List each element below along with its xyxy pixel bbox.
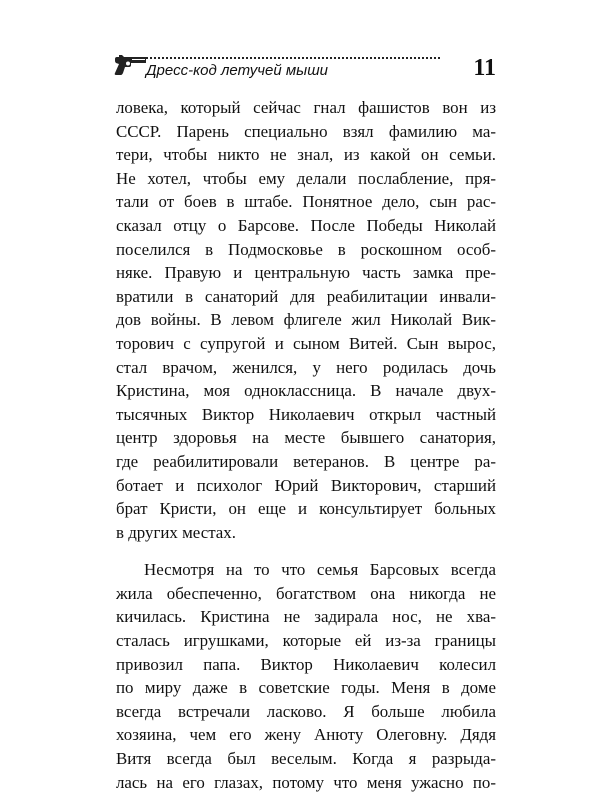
paragraph-gap xyxy=(116,544,496,558)
text-line: поселился в Подмосковье в роскошном особ- xyxy=(116,239,496,259)
revolver-icon xyxy=(112,54,148,76)
text-line: всегда встречали ласково. Я больше любила xyxy=(116,701,496,721)
paragraph xyxy=(116,558,496,794)
running-title: Дресс-код летучей мыши xyxy=(146,62,328,79)
text-line: брат Кристи, он еще и консультирует больных xyxy=(116,499,496,519)
text-line: сказал отцу о Барсове. После Победы Николай xyxy=(116,215,496,235)
text-line: в других местах. xyxy=(116,522,236,542)
text-line: центр здоровья на месте бывшего санатория, xyxy=(116,428,496,448)
text-line: где реабилитировали ветеранов. В центре ра- xyxy=(116,451,496,471)
text-line: сталась игрушками, которые ей из-за границы xyxy=(116,631,496,651)
text-line: дов войны. В левом флигеле жил Николай Вик- xyxy=(116,310,496,330)
text-line: привозил папа. Виктор Николаевич колесил xyxy=(116,654,496,674)
text-line: Витя всегда был веселым. Когда я разрыда- xyxy=(116,749,496,769)
paragraph xyxy=(116,96,496,544)
text-line: Не хотел, чтобы ему делали послабление, пря- xyxy=(116,168,496,188)
text-line: Несмотря на то что семья Барсовых всегда xyxy=(144,560,496,580)
text-line: тери, чтобы никто не знал, из какой он семьи. xyxy=(116,145,496,165)
text-line: ботает и психолог Юрий Викторович, старший xyxy=(116,475,496,495)
text-line: ловека, который сейчас гнал фашистов вон из xyxy=(116,98,496,117)
text-line: хозяина, чем его жену Анюту Олеговну. Дядя xyxy=(116,725,496,745)
text-line: тысячных Виктор Николаевич открыл частный xyxy=(116,404,496,424)
running-header xyxy=(112,50,496,84)
text-line: няке. Правую и центральную часть замка пре- xyxy=(116,263,496,283)
text-line: СССР. Парень специально взял фамилию ма- xyxy=(116,121,496,141)
text-line: Кристина, моя одноклассница. В начале двух- xyxy=(116,381,496,401)
text-line: лась на его глазах, потому что меня ужасно по- xyxy=(116,772,496,792)
text-line: торович с супругой и сыном Витей. Сын вырос, xyxy=(116,333,496,353)
text-line: по миру даже в советские годы. Меня в доме xyxy=(116,678,496,698)
text-line: жила обеспеченно, богатством она никогда не xyxy=(116,583,496,603)
text-line: тали от боев в штабе. Понятное дело, сын рас- xyxy=(116,192,496,212)
text-line: вратили в санаторий для реабилитации инвали- xyxy=(116,286,496,306)
page-number: 11 xyxy=(473,55,496,81)
header-dotted-rule xyxy=(146,57,440,59)
text-line: стал врачом, женился, у него родилась дочь xyxy=(116,357,496,377)
body-text xyxy=(116,96,496,794)
text-line: кичилась. Кристина не задирала нос, не хва- xyxy=(116,607,496,627)
